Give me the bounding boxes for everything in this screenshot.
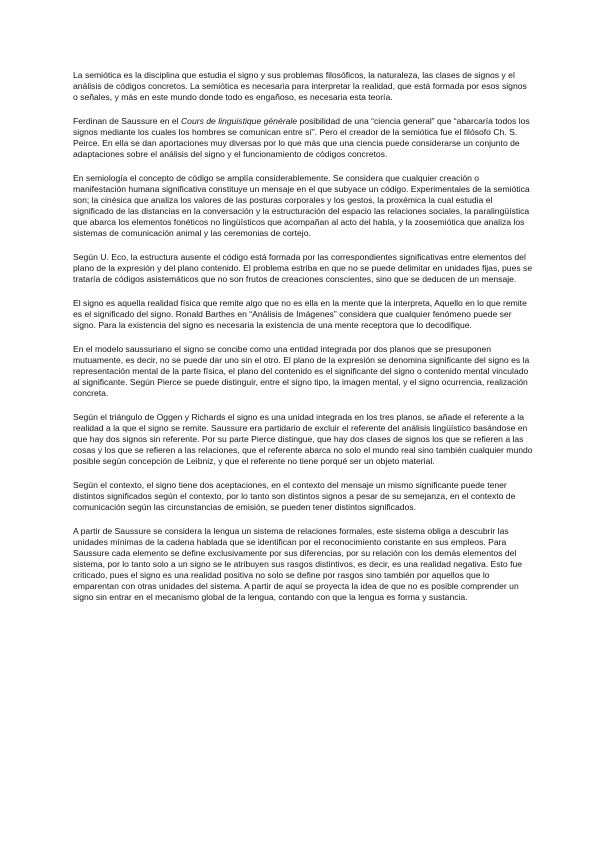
paragraph-sistema-relaciones: A partir de Saussure se considera la lengua un sistema de relaciones formales, este sistema obliga a descubrir las unidades mínimas de la cadena hablada que se identifican por el reconocimiento constante en sus empleos. Para Saussure cada elemento se define exclusivamente por sus diferencias, por su relación con los demás elementos del sistema, por lo tanto solo a un signo se le atribuyen sus rasgos distintivos, es decir, es una realidad negativa. Esto fue criticado, pues el signo es una realidad positiva no solo se define por rasgos sino también por aquellos que lo emparentan con otras unidades del sistema. A partir de aquí se proyecta la idea de que no es posible comprender un signo sin entrar en el mecanismo global de la lengua, contando con que la lengua es forma y sustancia. [73, 525, 523, 603]
paragraph-text: Ferdinan de Saussure en el [73, 115, 181, 126]
paragraph-semiologia-codigo: En semiología el concepto de código se amplía considerablemente. Se considera que cualquier creación o manifestación humana significativa constituye un mensaje en el que subyace un código. Experimentales de la semiótica son; la cinésica que analiza los valores de las posturas corporales y los gestos, la proxémica la cual estudia el significado de las distancias en la conversación y la estructuración del espacio las relaciones sociales, la paralingüística que abarca los elementos fonéticos no lingüísticos que acompañan al acto del habla, y la zoosemiótica que analiza los sistemas de comunicación animal y las ceremonias de cortejo. [73, 172, 530, 239]
paragraph-semiotica-definicion: La semiótica es la disciplina que estudia el signo y sus problemas filosóficos, la naturaleza, las clases de signos y el análisis de códigos concretos. La semiótica es necesaria para interpretar la realidad, que está formada por esos signos o señales, y más en este mundo donde todo es engañoso, es necesaria esta teoría. [73, 70, 527, 103]
document-body [73, 70, 533, 616]
paragraph-contexto: Según el contexto, el signo tiene dos aceptaciones, en el contexto del mensaje un mismo significante puede tener distintos significados según el contexto, por lo tanto son distintos signos a pesar de su semejanza, en el contexto de comunicación según las circunstancias de emisión, se pueden tener distintos significados. [73, 479, 516, 513]
book-title: Cours de linguistique générale [180, 115, 298, 126]
paragraph-saussure-peirce [73, 116, 533, 160]
paragraph-eco-estructura: Según U. Eco, la estructura ausente el código está formada por las correspondientes significativas entre elementos del plano de la expresión y del plano contenido. El problema estriba en que no se puede delimitar en unidades fijas, pues se trataría de códigos asistemáticos que no son frutos de creaciones conscientes, sino que se deducen de un mensaje. [73, 252, 533, 285]
paragraph-triangulo-oggen-richards: Según el triángulo de Oggen y Richards el signo es una unidad integrada en los tres planos, se añade el referente a la realidad a la que el signo se remite. Saussure era partidario de excluir el referente del análisis lingüístico basándose en que hay dos signos sin referente. Por su parte Pierce distingue, que hay dos clases de signos los que se refieren a las cosas y los que se refieren a las relaciones, que el referente abarca no solo el mundo real sino también cualquier mundo posible según concepción de Leibniz, y que el referente no tiene porqué ser un objeto material. [73, 411, 533, 467]
paragraph-signo-barthes: El signo es aquella realidad física que remite algo que no es ella en la mente que la interpreta, Aquello en lo que remite es el significado del signo. Ronald Barthes en “Análisis de Imágenes” considera que cualquier fenómeno puede ser signo. Para la existencia del signo es necesaria la existencia de una mente receptora que lo decodifique. [73, 297, 527, 331]
paragraph-text: posibilidad de una “ciencia general” que “abarcaría todos los signos mediante los cuales los hombres se comunican entre sí”. Pero el creador de la semiótica fue el filósofo Ch. S. Peirce. En ella se dan aportaciones muy diversas por lo que más que una ciencia puede considerarse un conjunto de adaptaciones sobre el análisis del signo y el funcionamiento de códigos concretos. [73, 115, 530, 160]
paragraph-modelo-saussuriano: En el modelo saussuriano el signo se concibe como una entidad integrada por dos planos que se presuponen mutuamente, es decir, no se puede dar uno sin el otro. El plano de la expresión se denomina significante del signo es la representación mental de la parte física, el plano del contenido es el significante del signo o contenido mental vinculado al significante. Según Pierce se puede distinguir, entre el signo tipo, la imagen mental, y el signo ocurrencia, realización concreta. [73, 343, 530, 399]
